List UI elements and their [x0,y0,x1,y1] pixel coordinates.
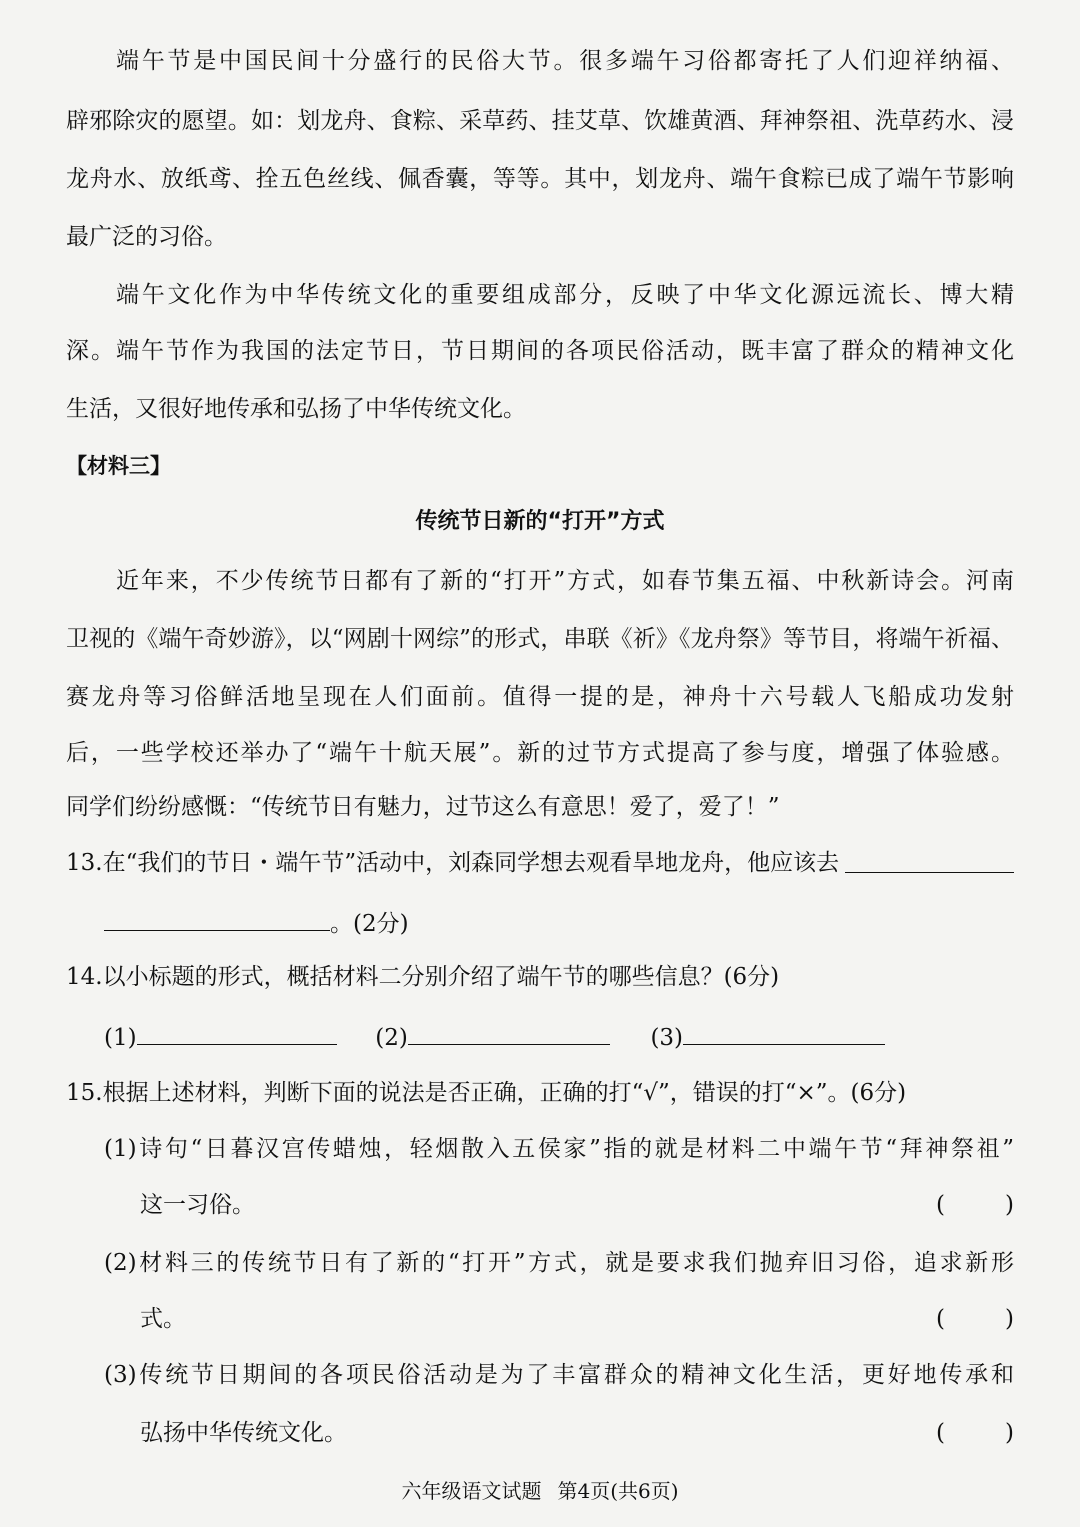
material3-title: 传统节日新的“打开”方式 [415,509,665,534]
q14-answer-blank-1[interactable] [137,1020,337,1045]
footer-page-number: 第4页(共6页) [557,1479,679,1503]
m2-p2-line1: 端午文化作为中华传统文化的重要组成部分，反映了中华文化源远流长、博大精 [116,282,1014,308]
m2-p2-line3: 生活，又很好地传承和弘扬了中华传统文化。 [66,396,526,422]
m2-p2-line2: 深。端午节作为我国的法定节日，节日期间的各项民俗活动，既丰富了群众的精神文化 [66,338,1014,364]
q13-score: 。(2分) [330,911,409,937]
m3-line5: 同学们纷纷感慨：“传统节日有魅力，过节这么有意思！爱了，爱了！” [66,794,780,820]
q14-label-3: (3) [650,1025,684,1051]
paren-close: ) [1005,1420,1014,1446]
q14-answer-blank-3[interactable] [683,1020,885,1045]
footer-subject: 六年级语文试题 [401,1479,542,1503]
q15-item1-line1: (1)诗句“日暮汉宫传蜡烛，轻烟散入五侯家”指的就是材料二中端午节“拜神祭祖” [104,1136,1014,1162]
m3-line1: 近年来，不少传统节日都有了新的“打开”方式，如春节集五福、中秋新诗会。河南 [116,568,1014,594]
q15-item3-answer-box[interactable] [936,1418,1014,1448]
q15-item3-line2: 弘扬中华传统文化。 [140,1420,347,1446]
question-15: 15.根据上述材料，判断下面的说法是否正确，正确的打“√”，错误的打“×”。(6分) [66,1080,907,1106]
paren-close: ) [1005,1306,1014,1332]
paren-open: ( [936,1192,945,1218]
q15-item3-line1: (3)传统节日期间的各项民俗活动是为了丰富群众的精神文化生活，更好地传承和 [104,1362,1014,1388]
material3-heading: 【材料三】 [66,454,171,478]
q15-item1-line2: 这一习俗。 [140,1192,255,1218]
question-13-cont [104,906,1080,936]
q15-item2-answer-box[interactable] [936,1304,1014,1334]
paren-open: ( [936,1306,945,1332]
q15-item2-line2: 式。 [140,1306,186,1332]
q14-label-1: (1) [104,1025,137,1051]
m2-p1-line3: 龙舟水、放纸鸢、拴五色丝线、佩香囊，等等。其中，划龙舟、端午食粽已成了端午节影响 [66,166,1014,192]
q14-answer-blank-2[interactable] [408,1020,610,1045]
q14-label-2: (2) [375,1025,408,1051]
q15-item1-answer-box[interactable] [936,1190,1014,1220]
q14-blanks [104,1020,1080,1050]
q13-answer-blank-2[interactable] [104,906,330,931]
question-14: 14.以小标题的形式，概括材料二分别介绍了端午节的哪些信息？(6分) [66,964,780,990]
m2-p1-line2: 辟邪除灾的愿望。如：划龙舟、食粽、采草药、挂艾草、饮雄黄酒、拜神祭祖、洗草药水、浸 [66,108,1014,134]
q13-answer-blank-1[interactable] [845,848,1014,873]
paren-open: ( [936,1420,945,1446]
m3-line3: 赛龙舟等习俗鲜活地呈现在人们面前。值得一提的是，神舟十六号载人飞船成功发射 [66,684,1014,710]
q13-text: 13.在“我们的节日・端午节”活动中，刘森同学想去观看旱地龙舟，他应该去 [66,850,840,876]
m3-line4: 后，一些学校还举办了“端午十航天展”。新的过节方式提高了参与度，增强了体验感。 [66,740,1014,766]
m2-p1-line1: 端午节是中国民间十分盛行的民俗大节。很多端午习俗都寄托了人们迎祥纳福、 [116,48,1014,74]
question-13 [66,848,1014,878]
page-footer [0,1478,1080,1504]
q15-item2-line1: (2)材料三的传统节日有了新的“打开”方式，就是要求我们抛弃旧习俗，追求新形 [104,1250,1014,1276]
m2-p1-line4: 最广泛的习俗。 [66,224,227,250]
paren-close: ) [1005,1192,1014,1218]
m3-line2: 卫视的《端午奇妙游》，以“网剧十网综”的形式，串联《祈》《龙舟祭》等节目，将端午祈福、 [66,626,1014,652]
